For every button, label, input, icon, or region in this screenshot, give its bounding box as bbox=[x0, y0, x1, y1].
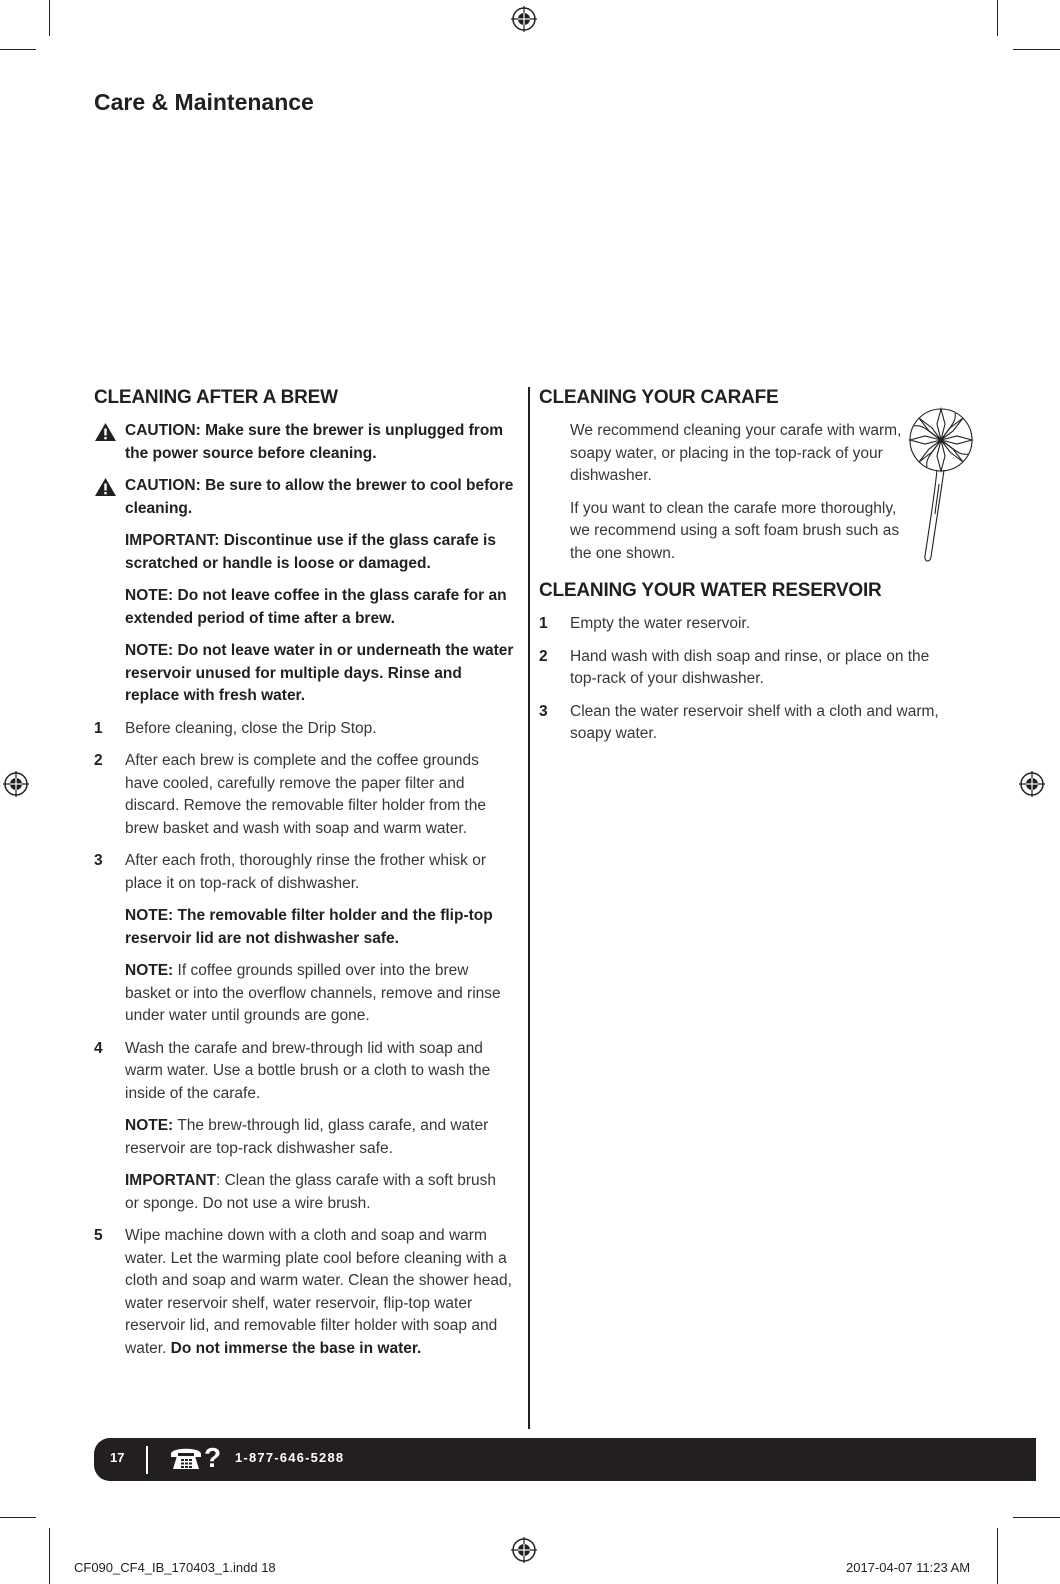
section-heading: CLEANING YOUR CARAFE bbox=[539, 387, 779, 408]
warning-icon bbox=[94, 422, 117, 442]
important-notice: IMPORTANT: Discontinue use if the glass carafe is scratched or handle is loose or damaged. bbox=[125, 532, 496, 572]
cleaning-after-brew-section bbox=[94, 386, 514, 1370]
step-text: After each froth, thoroughly rinse the frother whisk or place it on top-rack of dishwasher. bbox=[125, 852, 486, 892]
step-number: 1 bbox=[539, 615, 548, 632]
help-question-mark: ? bbox=[204, 1442, 222, 1473]
step-number: 5 bbox=[94, 1227, 103, 1244]
caution-notice bbox=[94, 420, 514, 465]
step-text: Wipe machine down with a cloth and soap and warm water. Let the warming plate cool before cleaning with a cloth and soap and warm water. Clean the shower head, water reservoir shelf, water reservoir, flip-top water reservoir lid, and removable filter holder with soap and water. bbox=[125, 1227, 512, 1357]
note-label: NOTE: bbox=[125, 962, 174, 979]
support-phone-number: 1-877-646-5288 bbox=[235, 1450, 345, 1465]
page-title: Care & Maintenance bbox=[94, 89, 314, 115]
print-slug-filename: CF090_CF4_IB_170403_1.indd 18 bbox=[74, 1560, 276, 1575]
step-item bbox=[94, 718, 514, 741]
carafe-paragraph: We recommend cleaning your carafe with warm, soapy water, or placing in the top-rack of your dishwasher. bbox=[570, 422, 902, 484]
caution-notice bbox=[94, 475, 514, 520]
step-item bbox=[94, 850, 514, 895]
note bbox=[94, 960, 514, 1028]
step-text: Wash the carafe and brew-through lid with soap and warm water. Use a bottle brush or a cloth to wash the inside of the carafe. bbox=[125, 1039, 491, 1102]
step-item bbox=[539, 701, 959, 746]
crop-mark bbox=[0, 1517, 36, 1518]
important-label: IMPORTANT bbox=[125, 1172, 216, 1189]
crop-mark bbox=[997, 1528, 998, 1584]
step-number: 2 bbox=[94, 752, 103, 769]
step-number: 4 bbox=[94, 1039, 103, 1057]
registration-mark-icon bbox=[1019, 771, 1045, 797]
crop-mark bbox=[49, 1528, 50, 1584]
crop-mark bbox=[997, 0, 998, 36]
step-number: 2 bbox=[539, 647, 548, 665]
step-number: 1 bbox=[94, 719, 103, 737]
crop-mark bbox=[1013, 49, 1060, 50]
registration-mark-icon bbox=[511, 6, 537, 32]
note: NOTE: The removable filter holder and the flip-top reservoir lid are not dishwasher safe. bbox=[125, 907, 493, 947]
note: NOTE: Do not leave water in or underneath the water reservoir unused for multiple days. Rinse and replace with fresh water. bbox=[125, 642, 514, 704]
crop-mark bbox=[0, 49, 36, 50]
section-heading: CLEANING AFTER A BREW bbox=[94, 387, 338, 408]
print-slug-datetime: 2017-04-07 11:23 AM bbox=[846, 1560, 971, 1575]
step-warning-text: Do not immerse the base in water. bbox=[170, 1339, 422, 1357]
caution-text: CAUTION: Be sure to allow the brewer to cool before cleaning. bbox=[125, 477, 514, 517]
step-text: Before cleaning, close the Drip Stop. bbox=[125, 719, 377, 737]
step-number: 3 bbox=[94, 852, 103, 869]
column-divider bbox=[528, 387, 530, 1429]
footer-bar bbox=[94, 1438, 1036, 1481]
step-text: Empty the water reservoir. bbox=[570, 615, 751, 632]
cleaning-carafe-section bbox=[539, 386, 959, 756]
note-text: If coffee grounds spilled over into the brew basket or into the overflow channels, remove and rinse under water until grounds are gone. bbox=[125, 962, 501, 1024]
foam-brush-icon bbox=[905, 404, 977, 564]
step-item bbox=[94, 1038, 514, 1106]
step-item bbox=[94, 1225, 514, 1360]
caution-text: CAUTION: Make sure the brewer is unplugged from the power source before cleaning. bbox=[125, 422, 504, 462]
step-text: After each brew is complete and the coffee grounds have cooled, carefully remove the paper filter and discard. Remove the removable filter holder from the brew basket and wash with soap and warm water. bbox=[125, 752, 486, 837]
note-text: The brew-through lid, glass carafe, and water reservoir are top-rack dishwasher safe. bbox=[125, 1117, 489, 1157]
telephone-icon bbox=[169, 1444, 203, 1472]
note bbox=[94, 1115, 514, 1160]
carafe-paragraph: If you want to clean the carafe more thoroughly, we recommend using a soft foam brush such as the one shown. bbox=[570, 499, 900, 562]
warning-icon bbox=[94, 477, 117, 497]
step-text: Clean the water reservoir shelf with a cloth and warm, soapy water. bbox=[570, 702, 939, 742]
note: NOTE: Do not leave coffee in the glass carafe for an extended period of time after a brew. bbox=[125, 587, 507, 627]
note-label: NOTE: bbox=[125, 1117, 174, 1134]
footer-separator bbox=[146, 1446, 148, 1474]
step-text: Hand wash with dish soap and rinse, or place on the top-rack of your dishwasher. bbox=[570, 647, 930, 687]
important-text: : Clean the glass carafe with a soft brush or sponge. Do not use a wire brush. bbox=[125, 1172, 496, 1212]
step-item bbox=[94, 750, 514, 840]
step-item bbox=[539, 613, 959, 636]
important-notice bbox=[94, 1170, 514, 1215]
registration-mark-icon bbox=[3, 771, 29, 797]
crop-mark bbox=[49, 0, 50, 36]
step-item bbox=[539, 646, 959, 691]
crop-mark bbox=[1013, 1517, 1060, 1518]
step-number: 3 bbox=[539, 702, 548, 720]
page-number: 17 bbox=[110, 1450, 125, 1465]
registration-mark-icon bbox=[511, 1537, 537, 1563]
section-heading: CLEANING YOUR WATER RESERVOIR bbox=[539, 580, 882, 601]
